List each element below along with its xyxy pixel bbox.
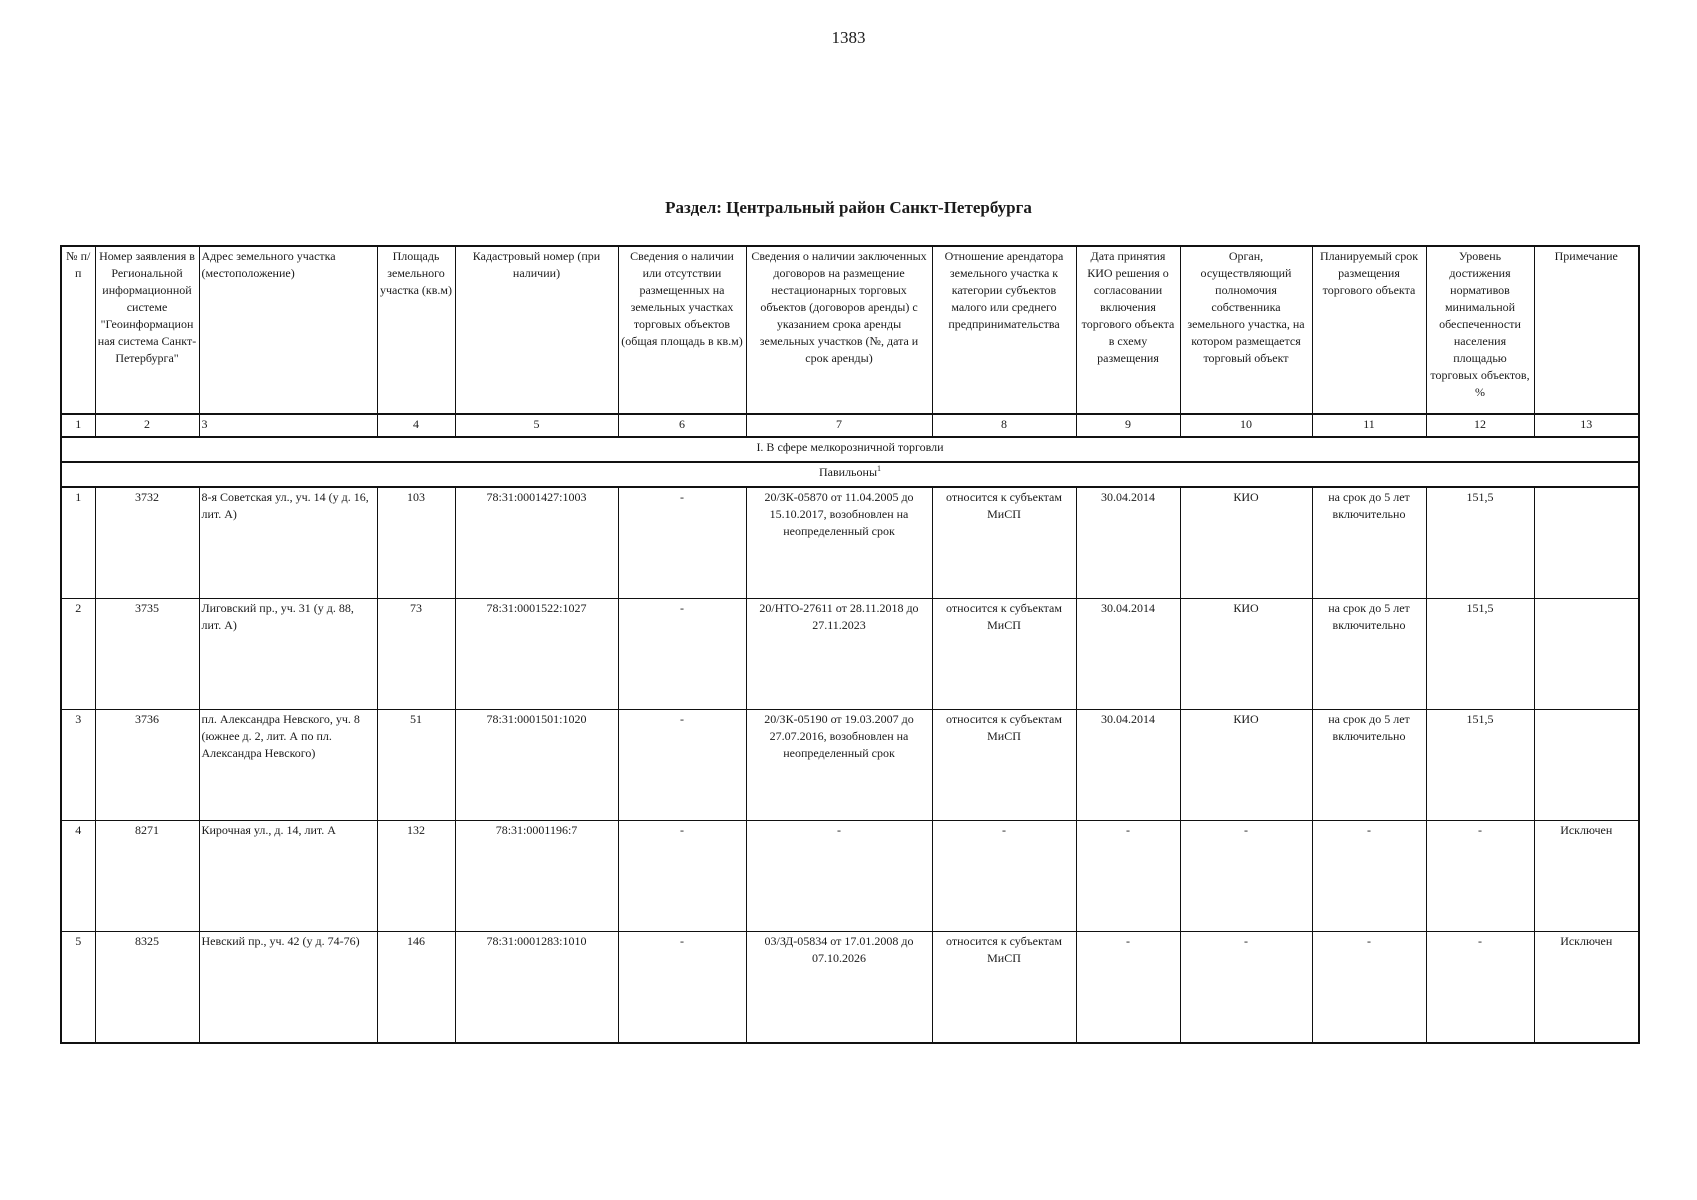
cell-organ: КИО xyxy=(1180,599,1312,710)
cell-area: 146 xyxy=(377,932,455,1044)
cell-level: 151,5 xyxy=(1426,710,1534,821)
page-number: 1383 xyxy=(831,28,866,47)
table-row xyxy=(61,487,1639,599)
cell-address: Лиговский пр., уч. 31 (у д. 88, лит. А) xyxy=(199,599,377,710)
cell-date: 30.04.2014 xyxy=(1076,710,1180,821)
column-number: 8 xyxy=(932,414,1076,437)
cell-level: - xyxy=(1426,821,1534,932)
column-header: Сведения о наличии заключенных договоров на размещение нестационарных торговых объектов (договоров аренды) с указанием срока аренды земельных участков (№, дата и срок аренды) xyxy=(746,246,932,414)
registry-table xyxy=(60,245,1640,1044)
cell-application: 8325 xyxy=(95,932,199,1044)
cell-placed: - xyxy=(618,932,746,1044)
column-header: Орган, осуществляющий полномочия собственника земельного участка, на котором размещается торговый объект xyxy=(1180,246,1312,414)
column-number: 2 xyxy=(95,414,199,437)
cell-level: 151,5 xyxy=(1426,599,1534,710)
cell-note xyxy=(1534,487,1639,599)
column-header: Дата принятия КИО решения о согласовании включения торгового объекта в схему размещения xyxy=(1076,246,1180,414)
cell-organ: - xyxy=(1180,932,1312,1044)
column-header: Номер заявления в Региональной информационной системе "Геоинформацион ная система Санкт-Петербурга" xyxy=(95,246,199,414)
column-header: Отношение арендатора земельного участка к категории субъектов малого или среднего предпринимательства xyxy=(932,246,1076,414)
cell-number: 4 xyxy=(61,821,95,932)
cell-msp: - xyxy=(932,821,1076,932)
column-header: Адрес земельного участка (местоположение) xyxy=(199,246,377,414)
cell-cadastral: 78:31:0001427:1003 xyxy=(455,487,618,599)
cell-date: - xyxy=(1076,932,1180,1044)
cell-number: 3 xyxy=(61,710,95,821)
cell-note xyxy=(1534,599,1639,710)
cell-note xyxy=(1534,710,1639,821)
cell-address: Кирочная ул., д. 14, лит. А xyxy=(199,821,377,932)
cell-term: на срок до 5 лет включительно xyxy=(1312,599,1426,710)
cell-placed: - xyxy=(618,821,746,932)
cell-date: - xyxy=(1076,821,1180,932)
header-row xyxy=(61,246,1639,414)
cell-msp: относится к субъектам МиСП xyxy=(932,710,1076,821)
cell-level: 151,5 xyxy=(1426,487,1534,599)
cell-contract: 03/ЗД-05834 от 17.01.2008 до 07.10.2026 xyxy=(746,932,932,1044)
column-number: 10 xyxy=(1180,414,1312,437)
column-number-row xyxy=(61,414,1639,437)
cell-organ: - xyxy=(1180,821,1312,932)
category-title: I. В сфере мелкорозничной торговли xyxy=(61,437,1639,462)
column-header: Планируемый срок размещения торгового объекта xyxy=(1312,246,1426,414)
cell-application: 3732 xyxy=(95,487,199,599)
cell-note: Исключен xyxy=(1534,821,1639,932)
column-header: № п/п xyxy=(61,246,95,414)
cell-cadastral: 78:31:0001196:7 xyxy=(455,821,618,932)
column-number: 13 xyxy=(1534,414,1639,437)
cell-contract: - xyxy=(746,821,932,932)
cell-address: 8-я Советская ул., уч. 14 (у д. 16, лит. А) xyxy=(199,487,377,599)
cell-placed: - xyxy=(618,710,746,821)
cell-number: 5 xyxy=(61,932,95,1044)
cell-placed: - xyxy=(618,487,746,599)
footnote-marker: 1 xyxy=(877,464,882,473)
cell-msp: относится к субъектам МиСП xyxy=(932,599,1076,710)
subcategory-row xyxy=(61,462,1639,487)
column-header: Сведения о наличии или отсутствии размещенных на земельных участках торговых объектов (общая площадь в кв.м) xyxy=(618,246,746,414)
cell-contract: 20/НТО-27611 от 28.11.2018 до 27.11.2023 xyxy=(746,599,932,710)
cell-level: - xyxy=(1426,932,1534,1044)
column-number: 12 xyxy=(1426,414,1534,437)
cell-term: - xyxy=(1312,821,1426,932)
table-row xyxy=(61,710,1639,821)
cell-area: 103 xyxy=(377,487,455,599)
cell-term: - xyxy=(1312,932,1426,1044)
cell-number: 1 xyxy=(61,487,95,599)
cell-area: 51 xyxy=(377,710,455,821)
table-row xyxy=(61,932,1639,1044)
cell-cadastral: 78:31:0001501:1020 xyxy=(455,710,618,821)
column-number: 3 xyxy=(199,414,377,437)
column-header: Площадь земельного участка (кв.м) xyxy=(377,246,455,414)
cell-date: 30.04.2014 xyxy=(1076,487,1180,599)
table-row xyxy=(61,599,1639,710)
cell-application: 3736 xyxy=(95,710,199,821)
cell-area: 132 xyxy=(377,821,455,932)
column-number: 9 xyxy=(1076,414,1180,437)
cell-application: 8271 xyxy=(95,821,199,932)
table-row xyxy=(61,821,1639,932)
cell-cadastral: 78:31:0001522:1027 xyxy=(455,599,618,710)
column-number: 5 xyxy=(455,414,618,437)
cell-msp: относится к субъектам МиСП xyxy=(932,487,1076,599)
cell-note: Исключен xyxy=(1534,932,1639,1044)
cell-placed: - xyxy=(618,599,746,710)
column-number: 1 xyxy=(61,414,95,437)
column-header: Примечание xyxy=(1534,246,1639,414)
column-number: 4 xyxy=(377,414,455,437)
cell-address: Невский пр., уч. 42 (у д. 74-76) xyxy=(199,932,377,1044)
cell-application: 3735 xyxy=(95,599,199,710)
section-title: Раздел: Центральный район Санкт-Петербурга xyxy=(665,198,1032,217)
subcategory-title: Павильоны xyxy=(818,465,878,479)
cell-term: на срок до 5 лет включительно xyxy=(1312,487,1426,599)
column-number: 11 xyxy=(1312,414,1426,437)
column-header: Кадастровый номер (при наличии) xyxy=(455,246,618,414)
cell-contract: 20/ЗК-05190 от 19.03.2007 до 27.07.2016, возобновлен на неопределенный срок xyxy=(746,710,932,821)
cell-date: 30.04.2014 xyxy=(1076,599,1180,710)
column-number: 6 xyxy=(618,414,746,437)
category-row xyxy=(61,437,1639,462)
cell-term: на срок до 5 лет включительно xyxy=(1312,710,1426,821)
column-number: 7 xyxy=(746,414,932,437)
subcategory-cell xyxy=(61,462,1639,487)
cell-contract: 20/ЗК-05870 от 11.04.2005 до 15.10.2017, возобновлен на неопределенный срок xyxy=(746,487,932,599)
cell-area: 73 xyxy=(377,599,455,710)
cell-cadastral: 78:31:0001283:1010 xyxy=(455,932,618,1044)
cell-organ: КИО xyxy=(1180,710,1312,821)
cell-address: пл. Александра Невского, уч. 8 (южнее д. 2, лит. А по пл. Александра Невского) xyxy=(199,710,377,821)
column-header: Уровень достижения нормативов минимальной обеспеченности населения площадью торговых объектов, % xyxy=(1426,246,1534,414)
cell-number: 2 xyxy=(61,599,95,710)
cell-organ: КИО xyxy=(1180,487,1312,599)
cell-msp: относится к субъектам МиСП xyxy=(932,932,1076,1044)
